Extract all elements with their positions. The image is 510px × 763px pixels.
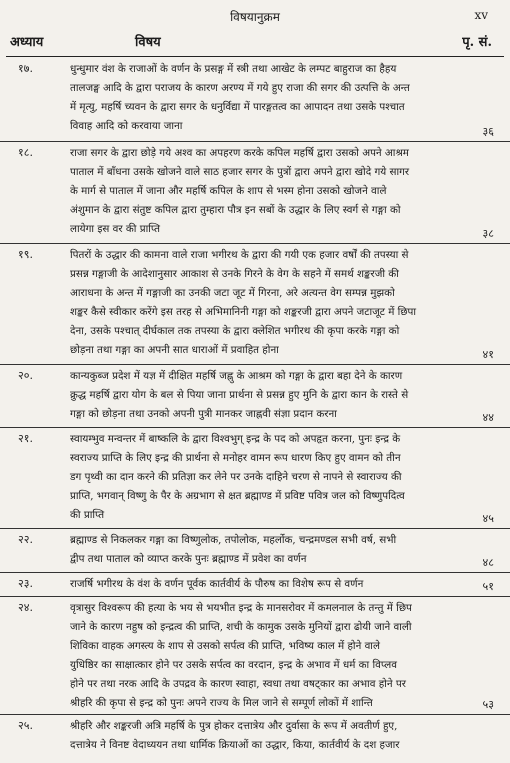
- page-number: xv: [474, 8, 488, 22]
- entry-page: ४४: [482, 411, 494, 424]
- contents-entry: [0, 428, 510, 529]
- column-headers: [0, 30, 510, 52]
- entry-text: राजर्षि भगीरथ के वंश के वर्णन पूर्वक कार्तवीर्य के पौरुष का विशेष रूप से वर्णन: [70, 578, 364, 590]
- entry-number: २५.: [18, 719, 33, 732]
- entry-number: १७.: [18, 62, 33, 75]
- entry-text: पितरों के उद्धार की कामना वाले राजा भगीरथ के द्वारा की गयी एक हजार वर्षों की तपस्या से प्रसन्न गङ्गाजी के आदेशानुसार आकाश से उनके गिरने के वेग के सहने में समर्थ शङ्करजी की आराधना के अन्त में गङ्गाजी का उनकी जटा जूट में गिरना, अरे अत्यन्त वेग सम्पन्न मुझको शङ्कर कैसे स्वीकार करेंगे इस तरह से अभिमानिनी गङ्गा को शङ्करजी द्वारा अपने जटाजूट में छिपा देना, उसके पश्चात् दीर्घकाल तक तपस्या के द्वारा क्लेशित भगीरथ की कृपा करके गङ्गा को छोड़ना तथा गङ्गा का अपनी सात धाराओं में प्रवाहित होना: [70, 249, 417, 356]
- entry-page: ५१: [482, 580, 494, 593]
- entry-number: १९.: [18, 248, 33, 261]
- entry-number: १८.: [18, 146, 33, 159]
- entry-page: ४५: [482, 512, 494, 525]
- entry-text: वृत्रासुर विश्वरूप की हत्या के भय से भयभीत इन्द्र के मानसरोवर में कमलनाल के तन्तु में छिप जाने के कारण नहुष को इन्द्रत्व की प्राप्ति, शची के कामुक उसके मुनियों द्वारा ढोयी जाने वाली शिविका वाहक अगस्त्य के शाप से उसको सर्पत्व की प्राप्ति, भविष्य काल में होने वाले युधिष्ठिर का साक्षात्कार होने पर उसके सर्पत्व का वरदान, इन्द्र के अभाव में धर्म का विप्लव होने पर तथा नरक आदि के उपद्रव के कारण स्वाहा, स्वधा तथा वषट्कार का अभाव होने पर श्रीहरि की कृपा से इन्द्र को पुनः अपने राज्य के मिल जाने से सम्पूर्ण लोकों में शान्ति: [70, 602, 412, 709]
- entry-page: ४८: [482, 556, 494, 569]
- contents-entry: [0, 142, 510, 244]
- entry-number: २१.: [18, 432, 33, 445]
- contents-entry: [0, 244, 510, 365]
- entry-page: ५३: [482, 698, 494, 711]
- entry-page: ४१: [482, 348, 494, 361]
- contents-entry: [0, 597, 510, 715]
- contents-entry: [0, 365, 510, 428]
- header-rule: [6, 56, 504, 57]
- entry-text: श्रीहरि और शङ्करजी अत्रि महर्षि के पुत्र होकर दत्तात्रेय और दुर्वासा के रूप में अवतीर्ण हुए, दत्तात्रेय ने विनष्ट वेदाध्ययन तथा धार्मिक क्रियाओं का उद्धार, किया, कार्तवीर्य के दश हजार: [70, 720, 400, 751]
- entry-number: २३.: [18, 577, 33, 590]
- entry-number: २४.: [18, 601, 33, 614]
- contents-list: [0, 58, 510, 763]
- entry-number: २०.: [18, 369, 33, 382]
- contents-entry: [0, 58, 510, 142]
- entry-page: ३६: [482, 125, 494, 138]
- column-header-subject: विषय: [135, 35, 161, 50]
- column-header-page: पृ. सं.: [462, 35, 492, 50]
- running-header-title: विषयानुक्रम: [230, 10, 280, 24]
- entry-text: राजा सगर के द्वारा छोड़े गये अश्व का अपहरण करके कपिल महर्षि द्वारा उसको अपने आश्रम पाताल में बाँधना उसके खोजने वाले साठ हजार सगर के पुत्रों द्वारा अपने द्वारा खोदे गये सागर के मार्ग से पाताल में जाना और महर्षि कपिल के शाप से भस्म होना उसको खोजने वाले अंशुमान के द्वारा संतुष्ट कपिल द्वारा तुम्हारा पौत्र इन सबों के उद्धार के लिए स्वर्ग से गङ्गा को लायेगा इस वर की प्राप्ति: [70, 147, 410, 235]
- contents-entry: [0, 573, 510, 597]
- entry-text: धुन्धुमार वंश के राजाओं के वर्णन के प्रसङ्ग में स्त्री तथा आखेट के लम्पट बाहुराज का हैहय तालजङ्घ आदि के द्वारा पराजय के कारण अरण्य में गये हुए राजा की सगर की उत्पत्ति के अन्त में मृत्यु, महर्षि च्यवन के द्वारा सगर के धनुर्विद्या में पारङ्गतत्व का आपादन तथा उसके पश्चात विवाह आदि को करवाया जाना: [70, 63, 410, 132]
- entry-text: ब्रह्माण्ड से निकलकर गङ्गा का विष्णुलोक, तपोलोक, महर्लोक, चन्द्रमण्डल सभी वर्ष, सभी द्वीप तथा पाताल को व्याप्त करके पुनः ब्रह्माण्ड में प्रवेश का वर्णन: [70, 534, 397, 565]
- entry-page: ३८: [482, 227, 494, 240]
- entry-number: २२.: [18, 533, 33, 546]
- contents-entry: [0, 715, 510, 763]
- entry-text: स्वायम्भुव मन्वन्तर में बाष्कलि के द्वारा विश्वभुग् इन्द्र के पद को अपहृत करना, पुनः इन्द्र के स्वराज्य प्राप्ति के लिए इन्द्र की प्रार्थना से मनोहर वामन रूप धारण किए हुए वामन को तीन डग पृथ्वी का दान करने की प्रतिज्ञा कर लेने पर उनके दाहिने चरण से नापने से स्वाराज्य की प्राप्ति, भगवान् विष्णु के पैर के अग्रभाग से क्षत ब्रह्माण्ड में प्रविष्ट पवित्र जल को विष्णुपदित्व की प्राप्ति: [70, 433, 405, 521]
- entry-text: कान्यकुब्ज प्रदेश में यज्ञ में दीक्षित महर्षि जह्नु के आश्रम को गङ्गा के द्वारा बहा देने के कारण क्रुद्ध महर्षि द्वारा योग के बल से पिया जाना प्रार्थना से प्रसन्न हुए मुनि के द्वारा कान के रास्ते से गङ्गा को छोड़ना तथा उनको अपनी पुत्री मानकर जाह्नवी संज्ञा प्रदान करना: [70, 370, 409, 420]
- contents-entry: [0, 529, 510, 573]
- column-header-chapter: अध्याय: [10, 35, 44, 50]
